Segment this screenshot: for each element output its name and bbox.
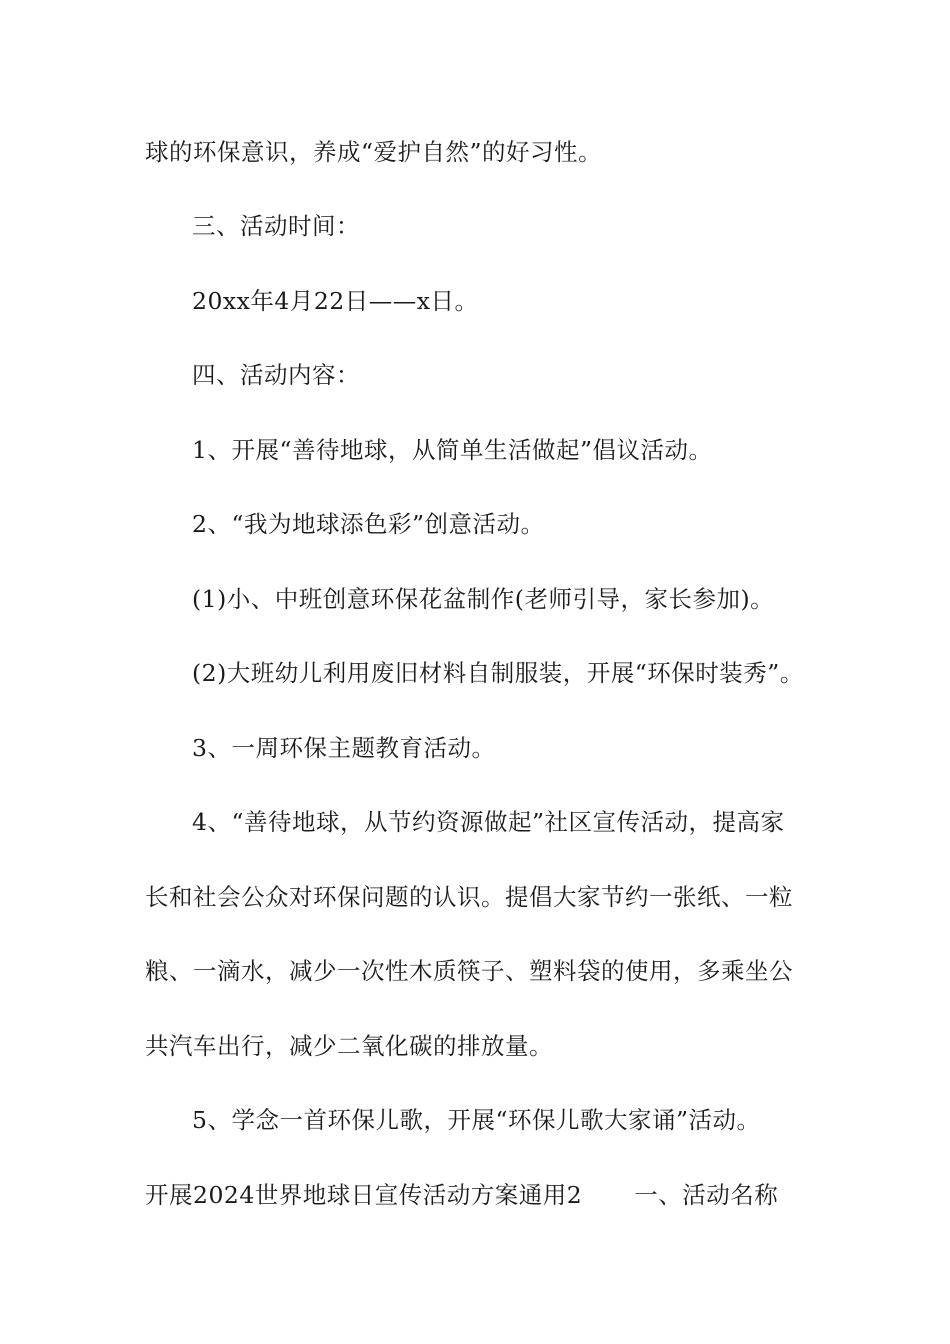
next-section-heading: 一、活动名称 [634, 1181, 779, 1209]
next-plan-title: 开展2024世界地球日宣传活动方案通用2 [145, 1181, 583, 1209]
content-item-4-line-1: 4、“善待地球，从节约资源做起”社区宣传活动，提高家 [192, 808, 785, 836]
paragraph-line: 球的环保意识，养成“爱护自然”的好习性。 [145, 138, 603, 166]
content-subitem-2: (2)大班幼儿利用废旧材料自制服装，开展“环保时装秀”。 [192, 659, 804, 687]
content-item-5: 5、学念一首环保儿歌，开展“环保儿歌大家诵”活动。 [192, 1106, 761, 1134]
content-item-2: 2、“我为地球添色彩”创意活动。 [192, 510, 545, 538]
content-item-4-line-3: 粮、一滴水，减少一次性木质筷子、塑料袋的使用，多乘坐公 [145, 957, 793, 985]
content-item-1: 1、开展“善待地球，从简单生活做起”倡议活动。 [192, 436, 713, 464]
next-plan-title-row [145, 1179, 778, 1211]
section-heading-activity-content: 四、活动内容： [192, 361, 360, 389]
content-item-4-line-2: 长和社会公众对环保问题的认识。提倡大家节约一张纸、一粒 [145, 883, 793, 911]
content-subitem-1: (1)小、中班创意环保花盆制作(老师引导，家长参加)。 [192, 585, 775, 613]
section-heading-activity-time: 三、活动时间： [192, 212, 360, 240]
activity-date-line: 20xx年4月22日——x日。 [192, 287, 479, 315]
content-item-4-line-4: 共汽车出行，减少二氧化碳的排放量。 [145, 1032, 553, 1060]
content-item-3: 3、一周环保主题教育活动。 [192, 734, 496, 762]
